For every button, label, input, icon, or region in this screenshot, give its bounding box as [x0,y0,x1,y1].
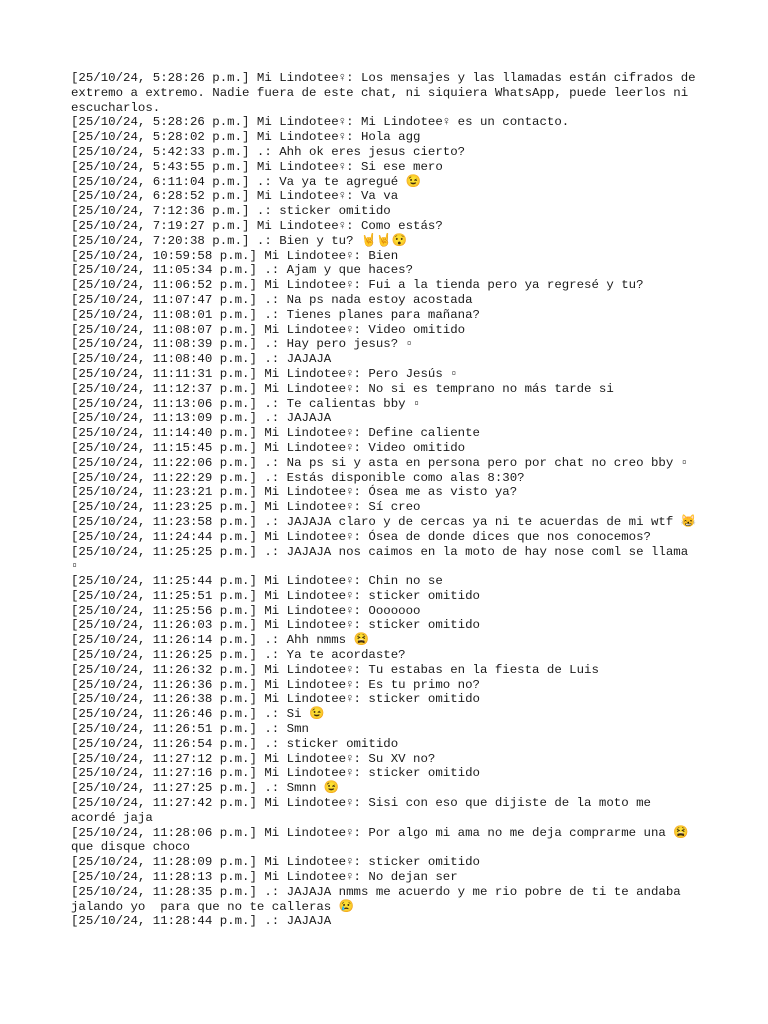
chat-line: [25/10/24, 5:28:26 p.m.] Mi Lindotee♀: Los mensajes y las llamadas están cifrados de extremo a extremo. Nadie fuera de este chat, ni siquiera WhatsApp, puede leerlos ni escucharlos. [71,71,704,115]
chat-line: [25/10/24, 11:26:51 p.m.] .: Smn [71,722,309,737]
chat-line: [25/10/24, 11:26:36 p.m.] Mi Lindotee♀: Es tu primo no? [71,677,480,692]
chat-line: [25/10/24, 11:26:32 p.m.] Mi Lindotee♀: Tu estabas en la fiesta de Luis [71,662,599,677]
chat-line: [25/10/24, 11:13:06 p.m.] .: Te calientas bby ▫ [71,396,421,411]
chat-line: [25/10/24, 11:28:44 p.m.] .: JAJAJA [71,914,332,929]
chat-line: [25/10/24, 11:26:03 p.m.] Mi Lindotee♀: sticker omitido [71,618,480,633]
chat-line: [25/10/24, 11:22:06 p.m.] .: Na ps si y asta en persona pero por chat no creo bby ▫ [71,455,689,470]
chat-line: [25/10/24, 11:12:37 p.m.] Mi Lindotee♀: No si es temprano no más tarde si [71,381,614,396]
chat-line: [25/10/24, 11:06:52 p.m.] Mi Lindotee♀: Fui a la tienda pero ya regresé y tu? [71,278,644,293]
chat-line: [25/10/24, 10:59:58 p.m.] Mi Lindotee♀: Bien [71,248,399,263]
chat-line: [25/10/24, 11:14:40 p.m.] Mi Lindotee♀: Define caliente [71,426,480,441]
chat-line: [25/10/24, 11:25:44 p.m.] Mi Lindotee♀: Chin no se [71,574,443,589]
chat-line: [25/10/24, 11:08:39 p.m.] .: Hay pero jesus? ▫ [71,337,414,352]
chat-line: [25/10/24, 11:26:38 p.m.] Mi Lindotee♀: sticker omitido [71,692,480,707]
chat-line: [25/10/24, 11:08:07 p.m.] Mi Lindotee♀: Video omitido [71,322,466,337]
chat-line: [25/10/24, 11:22:29 p.m.] .: Estás disponible como alas 8:30? [71,470,525,485]
chat-line: [25/10/24, 11:26:14 p.m.] .: Ahh nmms 😫 [71,633,369,648]
chat-line: [25/10/24, 5:28:02 p.m.] Mi Lindotee♀: Hola agg [71,130,421,145]
chat-line: [25/10/24, 11:13:09 p.m.] .: JAJAJA [71,411,332,426]
chat-line: [25/10/24, 11:28:09 p.m.] Mi Lindotee♀: sticker omitido [71,855,480,870]
chat-line: [25/10/24, 11:28:13 p.m.] Mi Lindotee♀: No dejan ser [71,870,458,885]
chat-line: [25/10/24, 11:27:42 p.m.] Mi Lindotee♀: Sisi con eso que dijiste de la moto me acordé jaja [71,796,659,825]
chat-line: [25/10/24, 6:28:52 p.m.] Mi Lindotee♀: Va va [71,189,399,204]
chat-line: [25/10/24, 11:28:06 p.m.] Mi Lindotee♀: Por algo mi ama no me deja comprarme una 😫 que disque choco [71,825,697,855]
chat-line: [25/10/24, 5:28:26 p.m.] Mi Lindotee♀: Mi Lindotee♀ es un contacto. [71,115,570,130]
chat-line: [25/10/24, 11:27:25 p.m.] .: Smnn 😉 [71,781,340,796]
chat-line: [25/10/24, 11:25:51 p.m.] Mi Lindotee♀: sticker omitido [71,588,480,603]
chat-line: [25/10/24, 11:25:25 p.m.] .: JAJAJA nos caimos en la moto de hay nose coml se llama ▫ [71,544,696,574]
chat-line: [25/10/24, 11:28:35 p.m.] .: JAJAJA nmms me acuerdo y me rio pobre de ti te andaba jalando yo para que no te calleras 😢 [71,884,689,914]
chat-line: [25/10/24, 11:07:47 p.m.] .: Na ps nada estoy acostada [71,292,473,307]
chat-line: [25/10/24, 6:11:04 p.m.] .: Va ya te agregué 😉 [71,174,422,189]
chat-line: [25/10/24, 11:26:46 p.m.] .: Si 😉 [71,707,325,722]
chat-line: [25/10/24, 11:08:40 p.m.] .: JAJAJA [71,352,332,367]
chat-line: [25/10/24, 5:43:55 p.m.] Mi Lindotee♀: Si ese mero [71,159,443,174]
chat-line: [25/10/24, 5:42:33 p.m.] .: Ahh ok eres jesus cierto? [71,144,466,159]
chat-line: [25/10/24, 11:05:34 p.m.] .: Ajam y que haces? [71,263,414,278]
chat-line: [25/10/24, 11:23:25 p.m.] Mi Lindotee♀: Sí creo [71,500,421,515]
chat-line: [25/10/24, 11:11:31 p.m.] Mi Lindotee♀: Pero Jesús ▫ [71,366,458,381]
chat-line: [25/10/24, 11:27:16 p.m.] Mi Lindotee♀: sticker omitido [71,766,480,781]
chat-export-document [71,71,704,929]
chat-line: [25/10/24, 11:27:12 p.m.] Mi Lindotee♀: Su XV no? [71,751,436,766]
chat-line: [25/10/24, 11:23:58 p.m.] .: JAJAJA claro y de cercas ya ni te acuerdas de mi wtf 😸 [71,514,697,529]
chat-line: [25/10/24, 11:15:45 p.m.] Mi Lindotee♀: Video omitido [71,440,466,455]
chat-line: [25/10/24, 7:19:27 p.m.] Mi Lindotee♀: Como estás? [71,218,443,233]
chat-line: [25/10/24, 11:08:01 p.m.] .: Tienes planes para mañana? [71,307,480,322]
chat-line: [25/10/24, 11:24:44 p.m.] Mi Lindotee♀: Ósea de donde dices que nos conocemos? [71,529,651,544]
chat-line: [25/10/24, 11:23:21 p.m.] Mi Lindotee♀: Ósea me as visto ya? [71,485,518,500]
chat-line: [25/10/24, 7:12:36 p.m.] .: sticker omitido [71,204,391,219]
chat-line: [25/10/24, 7:20:38 p.m.] .: Bien y tu? 🤘🤘😯 [71,233,408,248]
chat-line: [25/10/24, 11:26:25 p.m.] .: Ya te acordaste? [71,648,406,663]
chat-line: [25/10/24, 11:25:56 p.m.] Mi Lindotee♀: Ooooooo [71,603,421,618]
chat-line: [25/10/24, 11:26:54 p.m.] .: sticker omitido [71,736,399,751]
